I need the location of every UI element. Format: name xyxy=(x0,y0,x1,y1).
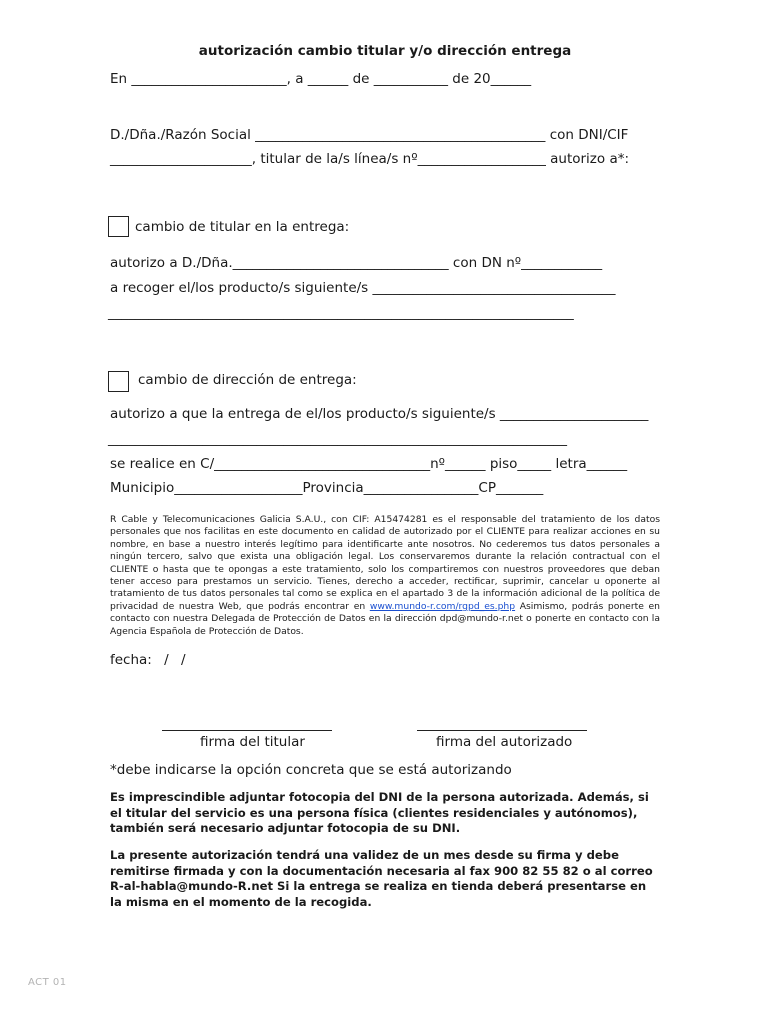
validity-note: La presente autorización tendrá una validez de un mes desde su firma y debe remitirse firmada y con la documentación necesaria al fax 900 82 55 82 o al correo R-al-habla@mundo-R.net Si la entrega se realiza en tienda deberá presentarse en la misma en el momento de la recogida. xyxy=(110,848,653,909)
delivery-products-line[interactable]: autorizo a que la entrega de el/los producto/s siguiente/s ______________________ xyxy=(110,406,649,422)
holder-signature-label: firma del titular xyxy=(200,734,305,750)
option-note: *debe indicarse la opción concreta que se está autorizando xyxy=(110,762,512,778)
privacy-text-end: Asimismo, podrás ponerte en contacto con nuestra Delegada de Protección de Datos en la dirección dpd@mundo-r.net o ponerte en contacto con la Agencia Española de Protección de Datos. xyxy=(110,600,660,637)
privacy-text: R Cable y Telecomunicaciones Galicia S.A.U., con CIF: A15474281 es el responsable del tratamiento de los datos personales que nos facilitas en este documento en calidad de autorizado por el CLIENTE para realizar acciones en su nombre, en base a nuestro interés legítimo para identificarte ante nosotros. No cederemos tus datos personales a ningún tercero, salvo que exista una obligación legal. Los conservaremos durante la relación contractual con el CLIENTE o hasta que te opongas a este tratamiento, solo los compartiremos con nuestros proveedores que deban tener acceso para prestamos un servicio. Tienes, derecho a acceder, rectificar, suprimir, cancelar u oponerte al tratamiento de tus datos personales tal como se explica en el apartado 3 de la información adicional de la política de privacidad de nuestra Web, que podrás encontrar en xyxy=(110,514,660,612)
holder-signature-line xyxy=(162,730,332,731)
authorized-person-line[interactable]: autorizo a D./Dña.________________________________ con DN nº____________ xyxy=(110,255,603,271)
products-continuation-line[interactable]: _____________________________________________________________________ xyxy=(108,305,574,321)
holder-name-line[interactable]: D./Dña./Razón Social ___________________________________________ con DNI/CIF xyxy=(110,127,629,143)
delivery-products-continuation-line[interactable]: ____________________________________________________________________ xyxy=(108,431,567,447)
holder-change-checkbox[interactable] xyxy=(108,216,129,237)
municipality-line[interactable]: Municipio___________________Provincia_________________CP_______ xyxy=(110,480,544,496)
privacy-policy-link[interactable]: www.mundo-r.com/rgpd_es.php xyxy=(369,600,516,612)
holder-change-label: cambio de titular en la entrega: xyxy=(135,219,350,235)
authorized-signature-label: firma del autorizado xyxy=(436,734,573,750)
form-title: autorización cambio titular y/o dirección entrega xyxy=(198,43,572,59)
date-field[interactable]: fecha: / / xyxy=(110,652,186,668)
holder-lines-line[interactable]: _____________________, titular de la/s línea/s nº___________________ autorizo a*: xyxy=(110,151,630,167)
address-change-checkbox[interactable] xyxy=(108,371,129,392)
street-line[interactable]: se realice en C/________________________________nº______ piso_____ letra______ xyxy=(110,456,628,472)
authorized-signature-line xyxy=(417,730,587,731)
address-change-label: cambio de dirección de entrega: xyxy=(138,372,357,388)
dni-requirement-note: Es imprescindible adjuntar fotocopia del DNI de la persona autorizada. Además, si el titular del servicio es una persona física (clientes residenciales y autónomos), también será necesario adjuntar fotocopia de su DNI. xyxy=(110,790,649,836)
privacy-paragraph xyxy=(110,514,660,638)
place-date-line[interactable]: En _______________________, a ______ de ___________ de 20______ xyxy=(110,71,532,87)
products-line[interactable]: a recoger el/los producto/s siguiente/s ____________________________________ xyxy=(110,280,616,296)
form-code: ACT 01 xyxy=(28,977,67,988)
